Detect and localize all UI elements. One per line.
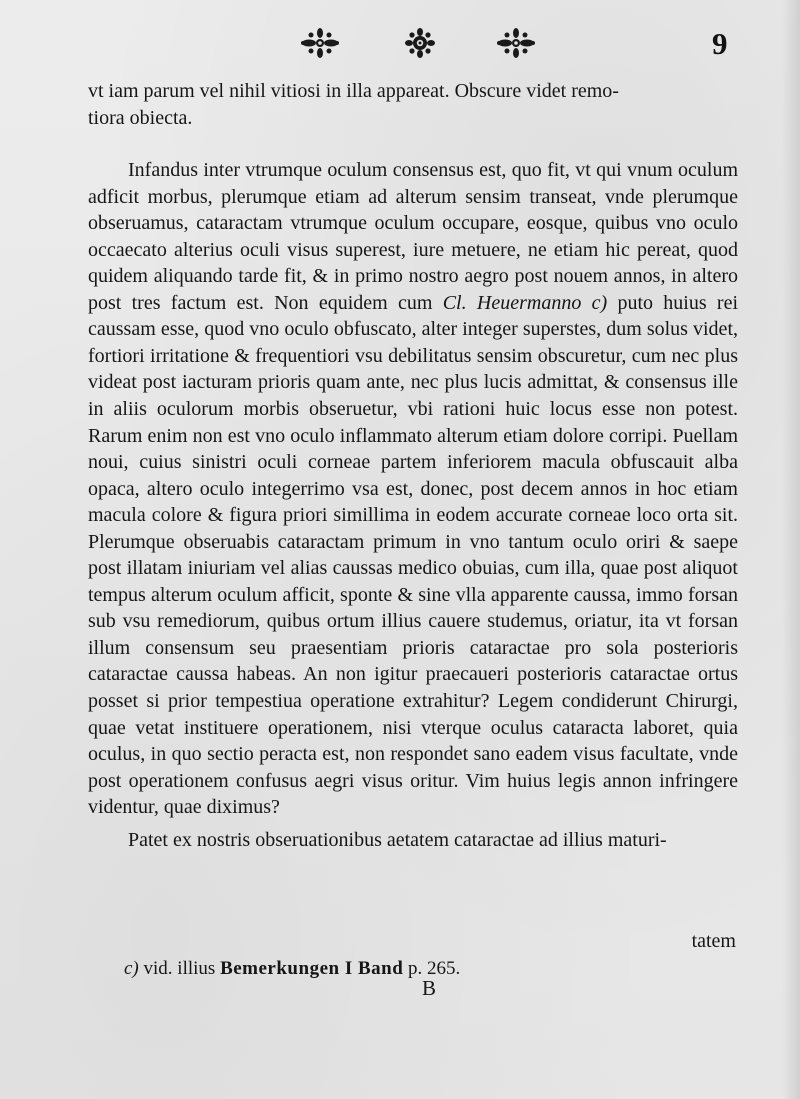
header-ornaments [300,28,540,62]
paragraph-3: Patet ex nostris obseruationibus aetatem cataractae ad illius maturi- [128,828,667,851]
footnote-text-a: vid. illius [143,958,216,979]
paragraph-1-line-1: vt iam parum vel nihil vitiosi in illa appareat. Obscure videt remo- [88,80,619,102]
body-text [88,78,738,853]
paragraph-1-line-2: tiora obiecta. [88,106,193,129]
footnote-book-title: Bemerkungen I Band [220,958,404,979]
page-number: 9 [712,26,728,61]
paragraph-2-text-b: puto huius rei caussam esse, quod vno oculo obfuscato, alter integer superstes, dum solus videt, fortiori irritatione & frequentiori vsu debilitatus sensim obscuretur, cum nec plus videat post iacturam prioris quam ante, nec plus lucis admittat, & consensus ille in aliis oculorum morbis obseruetur, vbi rationi huic locus esse non potest. Rarum enim non est vno oculo inflammato alterum etiam dolore corripi. Puellam noui, cuius sinistri oculi corneae partem inferiorem macula obfuscauit alba opaca, altero oculo integerrimo vsa est, donec, post decem annos in hoc etiam macula colore & figura priori simillima in eodem accurate corneae loco orta sit. Plerumque obseruabis cataractam primum in vno tantum oculo oriri & saepe post illatam iniuriam vel alias caussas medico obuias, cum illa, quae post aliquot tempus alterum oculum afficit, sponte & sine vlla apparente caussa, immo forsan sub vsu remediorum, quibus ortum illius cauere studemus, oriatur, ita vt forsan illum consensum seu praesentiam prioris cataractae pro sola posterioris cataractae caussa habeas. An non igitur praecaueri posterioris cataractae ortus posset si prior tempestiua operatione extrahitur? Legem condiderunt Chirurgi, quae vetat instituere operationem, nisi vterque oculus cataracta laboret, quia oculus, in quo sectio peracta est, non respondet sano eadem visus facultate, vnde post operationem confusus aegri visus oritur. Vim huius legis annon infringere videntur, quae diximus? [88,291,739,819]
catchword: tatem [691,930,736,952]
floral-ornament-icon [496,28,536,58]
paragraph-2-text-a: Infandus inter vtrumque oculum consensus est, quo fit, vt qui vnum oculum adficit morbus, plerumque etiam ad alterum sensim transeat, vnde plerumque obseruamus, cataractam vtrumque oculum occupare, eosque, quibus vno oculo occaecato alterius oculi visus superest, iure metuere, ne etiam hic pereat, quod quidem aliquando tarde fit, & in primo nostro aegro post nouem annos, in altero post tres factum est. Non equidem cum [88,159,738,314]
footnote-text-b: p. 265. [408,958,461,979]
footnote-marker: c) [124,958,139,979]
rosette-ornament-icon [400,28,440,58]
citation-reference: Cl. Heuermanno c) [442,291,608,314]
floral-ornament-icon [300,28,340,58]
page-edge-shadow [782,0,800,1099]
footnote [124,958,460,980]
signature-mark: B [422,976,437,1000]
paragraph-2 [88,157,738,821]
paragraph-1 [88,78,738,131]
